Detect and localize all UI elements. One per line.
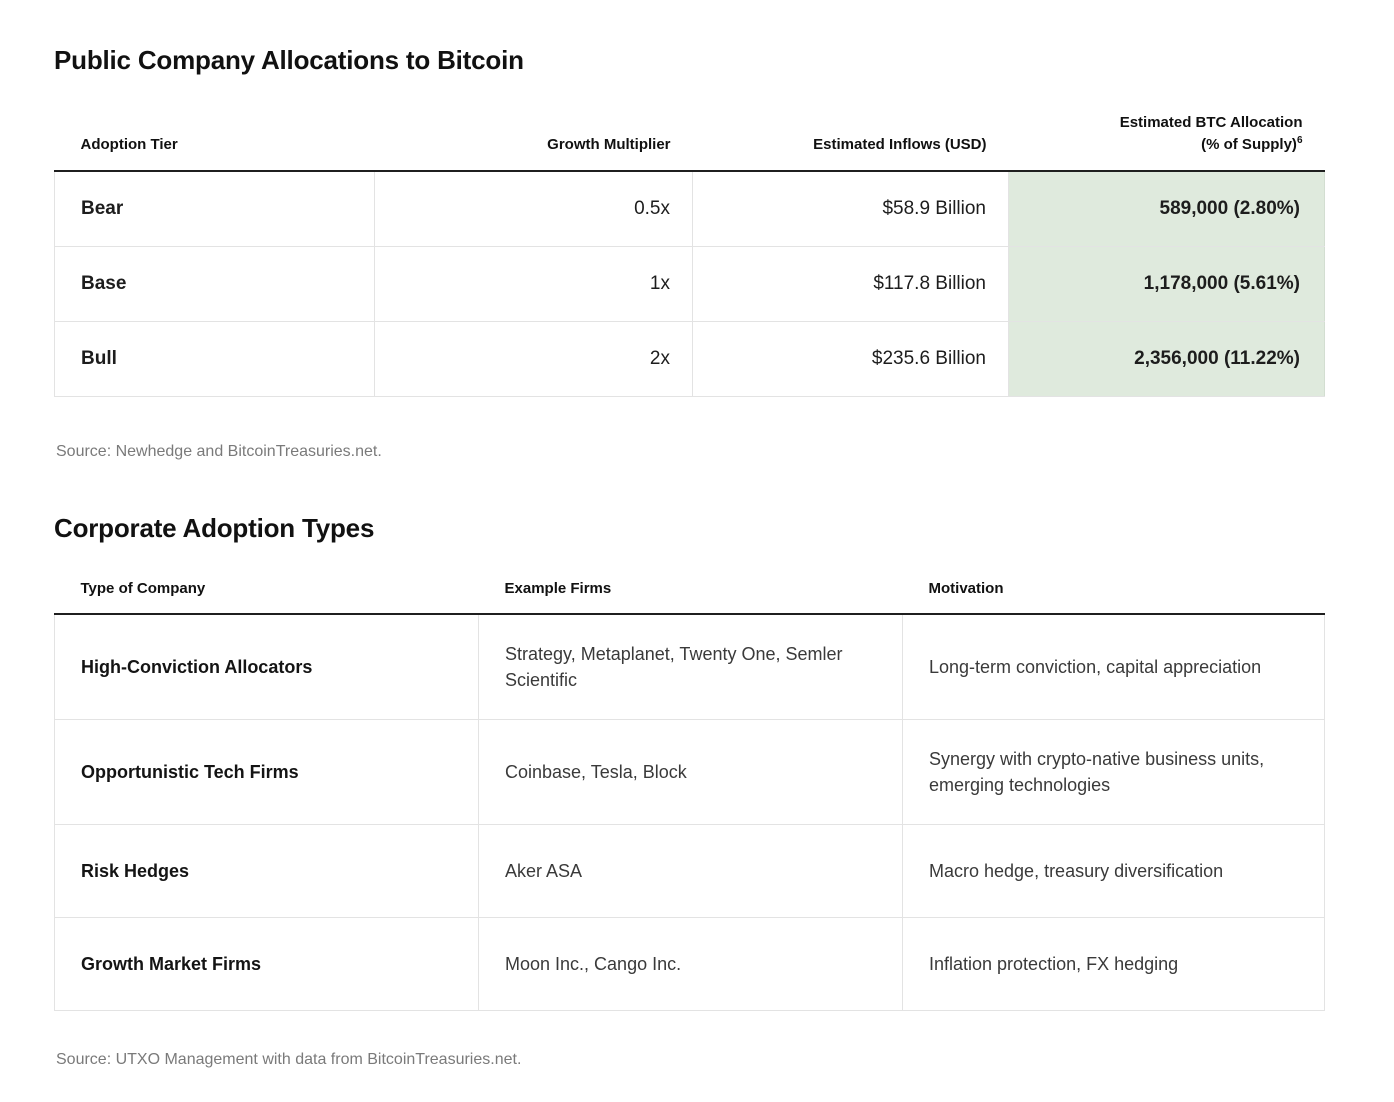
column-header-adoption-tier: Adoption Tier (80, 135, 178, 153)
cell-example-firms: Aker ASA (479, 825, 903, 918)
cell-company-type: High-Conviction Allocators (55, 614, 479, 720)
adoption-table-head (55, 578, 1325, 615)
cell-tier: Bear (55, 171, 375, 247)
allocations-source-note: Source: Newhedge and BitcoinTreasuries.net. (56, 442, 382, 460)
column-header-estimated-inflows: Estimated Inflows (USD) (813, 135, 987, 153)
cell-company-type: Risk Hedges (55, 825, 479, 918)
cell-example-firms: Coinbase, Tesla, Block (479, 720, 903, 825)
adoption-table (54, 578, 1325, 1012)
allocations-table-body (55, 171, 1325, 397)
column-header-type-of-company: Type of Company (80, 579, 206, 597)
table-row (55, 918, 1325, 1011)
cell-inflows: $235.6 Billion (693, 321, 1009, 396)
corporate-adoption-types-section (54, 513, 1326, 1070)
cell-multiplier: 0.5x (375, 171, 693, 247)
table-row (55, 614, 1325, 720)
cell-company-type: Growth Market Firms (55, 918, 479, 1011)
cell-multiplier: 2x (375, 321, 693, 396)
cell-btc-allocation: 2,356,000 (11.22%) (1009, 321, 1325, 396)
btc-header-footnote: 6 (1296, 134, 1303, 146)
adoption-table-body (55, 614, 1325, 1011)
table-row (55, 825, 1325, 918)
btc-header-line2: (% of Supply) (1201, 135, 1297, 153)
column-header-example-firms: Example Firms (504, 579, 612, 597)
cell-motivation: Macro hedge, treasury diversification (903, 825, 1325, 918)
cell-example-firms: Strategy, Metaplanet, Twenty One, Semler Scientific (479, 614, 903, 720)
column-header-motivation: Motivation (928, 579, 1004, 597)
cell-tier: Bull (55, 321, 375, 396)
cell-btc-allocation: 1,178,000 (5.61%) (1009, 246, 1325, 321)
cell-example-firms: Moon Inc., Cango Inc. (479, 918, 903, 1011)
table-row (55, 171, 1325, 247)
allocations-table-head (55, 112, 1325, 171)
cell-btc-allocation: 589,000 (2.80%) (1009, 171, 1325, 247)
public-company-allocations-section (54, 40, 1326, 461)
table-row (55, 720, 1325, 825)
allocations-title: Public Company Allocations to Bitcoin (54, 45, 524, 75)
btc-header-line1: Estimated BTC Allocation (1119, 114, 1303, 131)
cell-motivation: Inflation protection, FX hedging (903, 918, 1325, 1011)
cell-motivation: Long-term conviction, capital appreciation (903, 614, 1325, 720)
allocations-table (54, 112, 1325, 397)
adoption-source-note: Source: UTXO Management with data from BitcoinTreasuries.net. (56, 1051, 522, 1069)
cell-tier: Base (55, 246, 375, 321)
cell-inflows: $117.8 Billion (693, 246, 1009, 321)
adoption-title: Corporate Adoption Types (54, 512, 375, 543)
table-header-row (55, 578, 1325, 615)
column-header-estimated-btc-allocation (1009, 112, 1325, 171)
cell-inflows: $58.9 Billion (693, 171, 1009, 247)
cell-company-type: Opportunistic Tech Firms (55, 720, 479, 825)
table-row (55, 246, 1325, 321)
cell-multiplier: 1x (375, 246, 693, 321)
column-header-growth-multiplier: Growth Multiplier (547, 135, 671, 153)
cell-motivation: Synergy with crypto-native business units, emerging technologies (903, 720, 1325, 825)
table-row (55, 321, 1325, 396)
table-header-row (55, 112, 1325, 171)
